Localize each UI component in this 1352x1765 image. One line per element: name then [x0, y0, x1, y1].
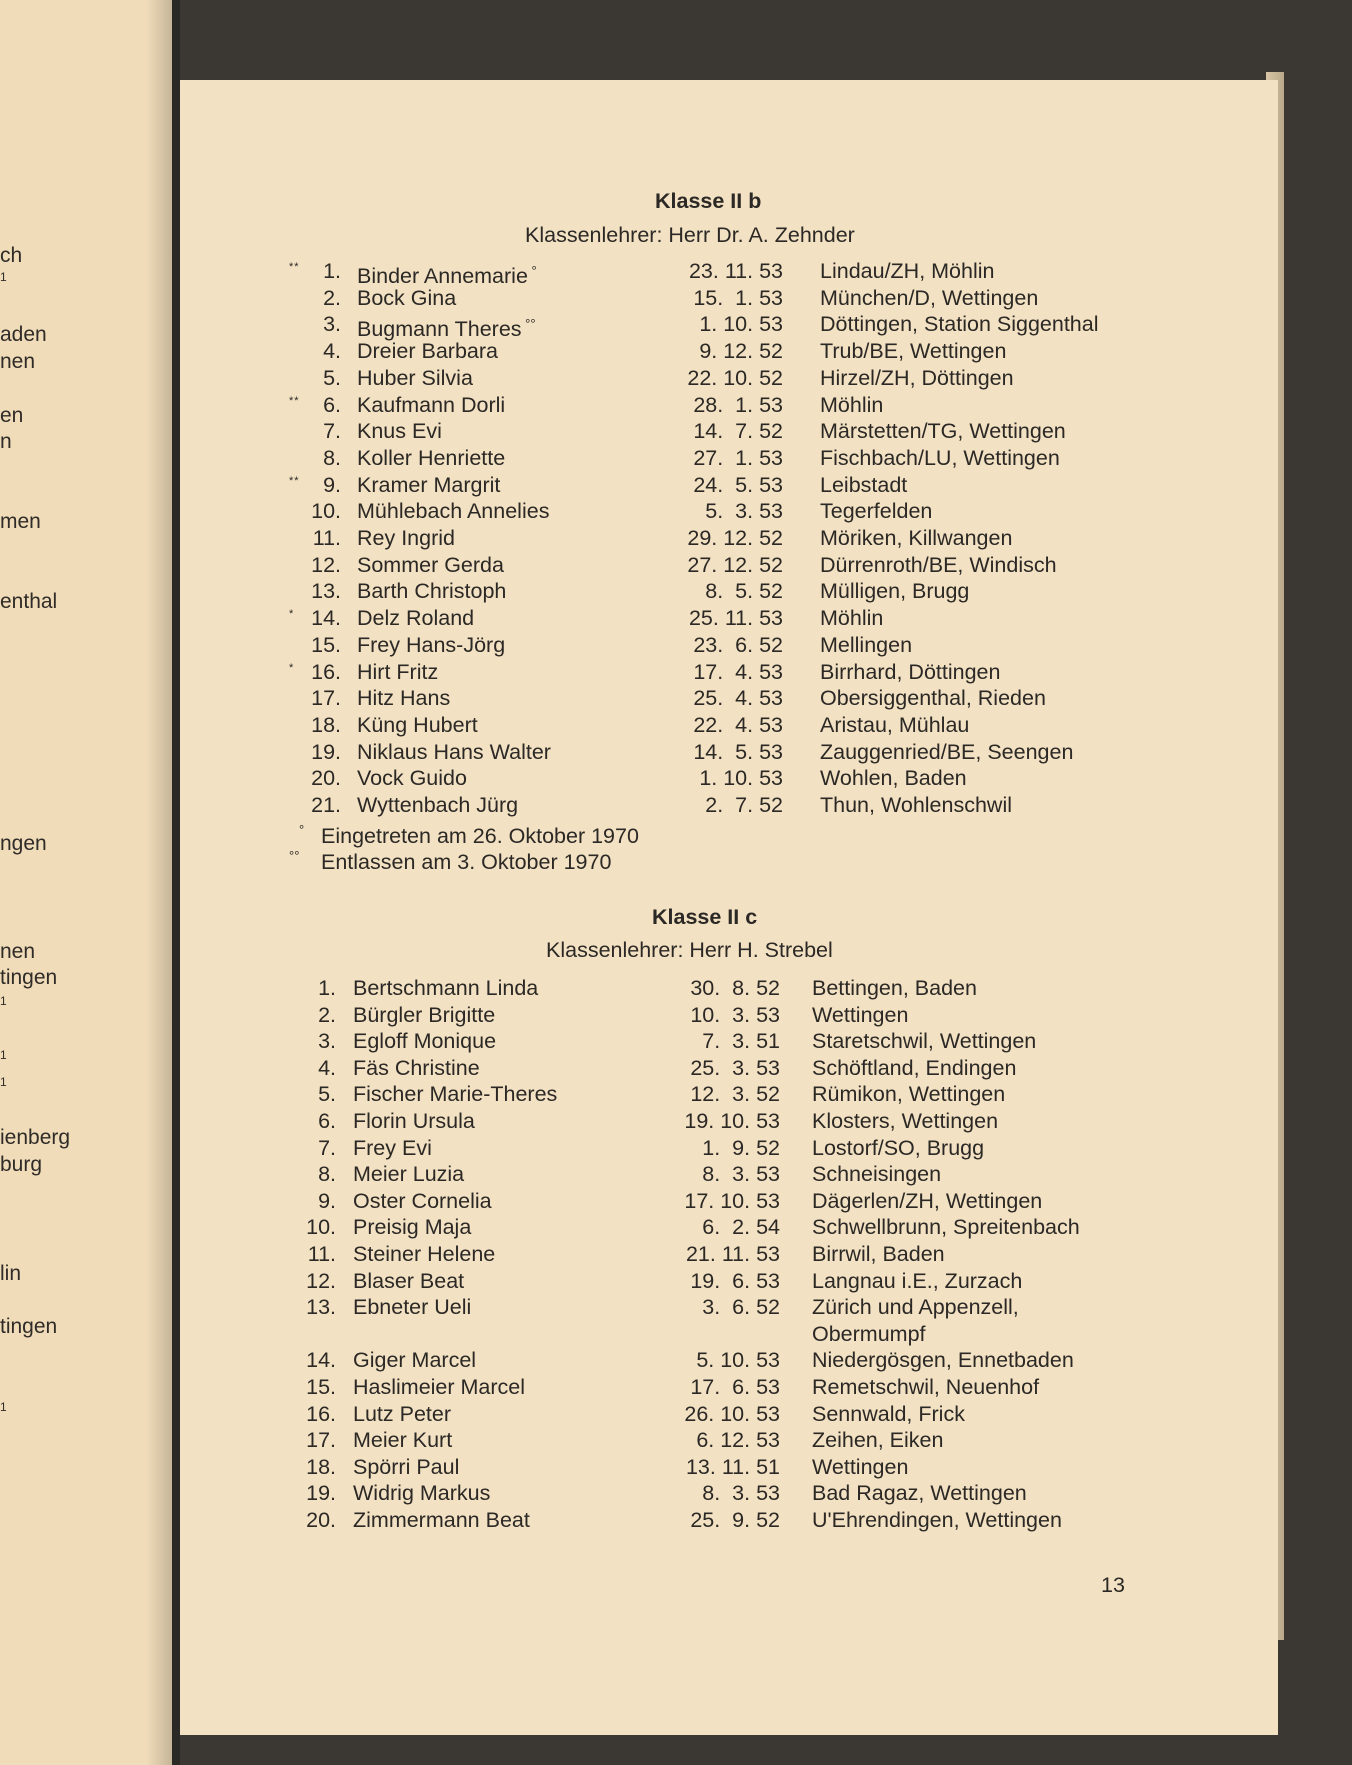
place-of-origin: Schöftland, Endingen: [812, 1055, 1017, 1080]
birth-date: 25. 9. 52: [690, 1508, 780, 1532]
row-number: 21.: [311, 793, 341, 817]
place-of-origin: Schwellbrunn, Spreitenbach: [812, 1215, 1080, 1240]
student-name: Lutz Peter: [353, 1401, 451, 1426]
row-number: 12.: [306, 1268, 336, 1293]
birth-date: 7. 3. 51: [702, 1029, 780, 1054]
row-number: 19.: [311, 739, 341, 764]
left-fragment: aden: [0, 323, 47, 346]
place-of-origin: Märstetten/TG, Wettingen: [820, 419, 1066, 444]
star-marker: **: [289, 394, 300, 407]
birth-date: 9. 12. 52: [699, 339, 783, 364]
row-number: 20.: [306, 1508, 336, 1532]
place-of-origin: Fischbach/LU, Wettingen: [820, 445, 1060, 470]
student-name: Niklaus Hans Walter: [357, 739, 551, 764]
row-number: 11.: [307, 1242, 336, 1266]
row-number: 3.: [323, 312, 341, 337]
birth-date: 12. 3. 52: [690, 1082, 780, 1107]
row-number: 14.: [306, 1348, 336, 1373]
row-number: 9.: [323, 472, 341, 497]
place-of-origin: Trub/BE, Wettingen: [820, 339, 1007, 364]
row-number: 15.: [311, 632, 341, 657]
left-fragment: 1: [0, 270, 7, 284]
left-fragment: ch: [0, 244, 23, 267]
section-title: Klasse II b: [655, 189, 762, 213]
left-page: [0, 0, 172, 1765]
birth-date: 8. 3. 53: [702, 1162, 780, 1187]
student-name: Delz Roland: [357, 606, 475, 631]
row-number: 18.: [311, 712, 341, 737]
place-of-origin: Sennwald, Frick: [812, 1401, 965, 1426]
birth-date: 10. 3. 53: [690, 1002, 780, 1027]
student-name: Preisig Maja: [353, 1215, 472, 1240]
row-number: 15.: [306, 1375, 336, 1399]
student-name: Bürgler Brigitte: [353, 1002, 496, 1027]
row-number: 19.: [306, 1481, 336, 1506]
row-number: 13.: [306, 1295, 336, 1320]
student-name: Zimmermann Beat: [353, 1508, 530, 1532]
footnote-symbol: °°: [289, 847, 300, 863]
left-fragment: burg: [0, 1153, 43, 1176]
place-of-origin: Dürrenroth/BE, Windisch: [820, 552, 1057, 577]
birth-date: 13. 11. 51: [685, 1454, 780, 1479]
birth-date: 23. 11. 53: [688, 259, 783, 283]
left-fragment: ienberg: [0, 1126, 71, 1149]
student-name: Vock Guido: [357, 766, 467, 791]
footnote-marker: °: [527, 263, 537, 278]
place-of-origin: Bad Ragaz, Wettingen: [812, 1481, 1027, 1506]
place-of-origin: Wettingen: [812, 1002, 909, 1027]
place-of-origin: Zürich und Appenzell,: [812, 1295, 1019, 1320]
row-number: 13.: [311, 579, 341, 604]
row-number: 5.: [323, 365, 341, 390]
student-name: Küng Hubert: [357, 712, 478, 737]
place-of-origin: Wettingen: [812, 1454, 909, 1479]
place-of-origin: München/D, Wettingen: [820, 285, 1039, 310]
student-name: Knus Evi: [357, 419, 442, 444]
row-number: 6.: [323, 392, 341, 417]
place-of-origin: Aristau, Mühlau: [820, 712, 970, 737]
student-name: Mühlebach Annelies: [357, 499, 550, 524]
left-fragment: en: [0, 404, 24, 427]
row-number: 6.: [318, 1109, 336, 1133]
row-number: 7.: [323, 419, 341, 444]
student-name: Wyttenbach Jürg: [357, 793, 519, 817]
student-name: Fischer Marie-Theres: [353, 1082, 558, 1107]
student-name: Haslimeier Marcel: [353, 1375, 526, 1399]
class-teacher: Klassenlehrer: Herr H. Strebel: [546, 938, 833, 962]
row-number: 12.: [311, 552, 341, 577]
birth-date: 19. 6. 53: [690, 1268, 780, 1293]
student-name: Meier Luzia: [353, 1162, 465, 1187]
row-number: 1.: [323, 259, 341, 283]
left-fragment: tingen: [0, 966, 58, 989]
birth-date: 22. 10. 52: [687, 365, 783, 390]
row-number: 2.: [323, 285, 341, 310]
place-of-origin: Thun, Wohlenschwil: [820, 793, 1012, 817]
student-name: Meier Kurt: [353, 1428, 453, 1453]
place-of-origin: U'Ehrendingen, Wettingen: [812, 1508, 1062, 1532]
place-of-origin: Langnau i.E., Zurzach: [812, 1268, 1023, 1293]
student-name: Huber Silvia: [357, 365, 473, 390]
birth-date: 3. 6. 52: [702, 1295, 780, 1320]
row-number: 17.: [311, 686, 341, 711]
student-name: Giger Marcel: [353, 1348, 477, 1373]
row-number: 5.: [318, 1082, 336, 1107]
place-of-origin: Wohlen, Baden: [820, 766, 967, 791]
row-number: 8.: [318, 1162, 336, 1187]
birth-date: 30. 8. 52: [690, 976, 780, 1000]
birth-date: 27. 1. 53: [693, 445, 783, 470]
footnote-text: Entlassen am 3. Oktober 1970: [321, 849, 612, 874]
birth-date: 17. 6. 53: [690, 1375, 780, 1399]
place-of-origin: Döttingen, Station Siggenthal: [820, 312, 1099, 337]
student-name: Frey Hans-Jörg: [357, 632, 506, 657]
birth-date: 15. 1. 53: [693, 285, 783, 310]
place-of-origin: Niedergösgen, Ennetbaden: [812, 1348, 1074, 1373]
birth-date: 25. 3. 53: [690, 1055, 780, 1080]
row-number: 17.: [306, 1428, 336, 1453]
page-number: 13: [1101, 1573, 1125, 1597]
student-name: Dreier Barbara: [357, 339, 498, 364]
star-marker: **: [289, 261, 300, 273]
birth-date: 1. 10. 53: [699, 312, 783, 337]
left-fragment: 1: [0, 1400, 7, 1414]
student-name: Florin Ursula: [353, 1109, 475, 1133]
place-of-origin: Hirzel/ZH, Döttingen: [820, 365, 1014, 390]
place-of-origin: Tegerfelden: [820, 499, 933, 524]
student-name: Spörri Paul: [353, 1454, 460, 1479]
birth-date: 2. 7. 52: [705, 793, 783, 817]
birth-date: 24. 5. 53: [693, 472, 783, 497]
place-of-origin: Lindau/ZH, Möhlin: [820, 259, 995, 283]
left-fragment: 1: [0, 994, 7, 1008]
star-marker: *: [289, 608, 295, 621]
left-fragment: enthal: [0, 590, 58, 613]
place-of-origin: Staretschwil, Wettingen: [812, 1029, 1037, 1054]
row-number: 16.: [311, 659, 341, 684]
student-name: Barth Christoph: [357, 579, 507, 604]
star-marker: **: [289, 474, 300, 487]
row-number: 7.: [318, 1135, 336, 1160]
row-number: 4.: [318, 1055, 336, 1080]
section-title: Klasse II c: [652, 905, 758, 929]
left-fragment: men: [0, 510, 41, 533]
place-of-origin: Leibstadt: [820, 472, 908, 497]
student-name: Hirt Fritz: [357, 659, 439, 684]
place-of-origin: Möhlin: [820, 392, 884, 417]
left-fragment: n: [0, 430, 12, 453]
birth-date: 19. 10. 53: [684, 1109, 780, 1133]
row-number: 8.: [323, 445, 341, 470]
birth-date: 27. 12. 52: [687, 552, 783, 577]
student-name: Fäs Christine: [353, 1055, 480, 1080]
row-number: 4.: [323, 339, 341, 364]
place-of-origin: Birrwil, Baden: [812, 1242, 945, 1266]
birth-date: 14. 7. 52: [693, 419, 783, 444]
row-number: 11.: [312, 526, 341, 550]
birth-date: 14. 5. 53: [693, 739, 783, 764]
row-number: 18.: [306, 1454, 336, 1479]
student-name: Frey Evi: [353, 1135, 432, 1160]
student-name: Kaufmann Dorli: [357, 392, 506, 417]
student-name: Widrig Markus: [353, 1481, 491, 1506]
place-of-origin: Schneisingen: [812, 1162, 942, 1187]
row-number: 10.: [306, 1215, 336, 1240]
student-name: Kramer Margrit: [357, 472, 501, 497]
birth-date: 26. 10. 53: [684, 1401, 780, 1426]
left-fragment: 1: [0, 1075, 7, 1089]
student-name: Bugmann Theres °°: [357, 316, 536, 342]
birth-date: 5. 3. 53: [705, 499, 783, 524]
place-of-origin: Rümikon, Wettingen: [812, 1082, 1006, 1107]
place-of-origin: Obersiggenthal, Rieden: [820, 686, 1046, 711]
place-of-origin: Möhlin: [820, 606, 884, 631]
birth-date: 25. 4. 53: [693, 686, 783, 711]
row-number: 1.: [318, 976, 336, 1000]
birth-date: 5. 10. 53: [696, 1348, 780, 1373]
place-of-origin: Mülligen, Brugg: [820, 579, 970, 604]
student-name: Hitz Hans: [357, 686, 451, 711]
student-name: Bock Gina: [357, 285, 457, 310]
left-fragment: nen: [0, 350, 36, 373]
star-marker: *: [289, 661, 295, 674]
place-of-origin: Möriken, Killwangen: [820, 526, 1013, 550]
footnote-symbol: °: [299, 821, 305, 837]
birth-date: 1. 10. 53: [699, 766, 783, 791]
left-fragment: 1: [0, 1048, 7, 1062]
birth-date: 17. 10. 53: [684, 1188, 780, 1213]
row-number: 10.: [311, 499, 341, 524]
birth-date: 21. 11. 53: [685, 1242, 780, 1266]
row-number: 3.: [318, 1029, 336, 1054]
student-name: Oster Cornelia: [353, 1188, 492, 1213]
left-fragment: lin: [0, 1262, 22, 1285]
birth-date: 23. 6. 52: [693, 632, 783, 657]
place-of-origin-cont: Obermumpf: [812, 1321, 926, 1346]
footnote-text: Eingetreten am 26. Oktober 1970: [321, 823, 639, 848]
place-of-origin: Klosters, Wettingen: [812, 1109, 999, 1133]
student-name: Rey Ingrid: [357, 526, 455, 550]
row-number: 16.: [306, 1401, 336, 1426]
student-name: Bertschmann Linda: [353, 976, 539, 1000]
birth-date: 25. 11. 53: [688, 606, 783, 631]
student-name: Koller Henriette: [357, 445, 506, 470]
student-name: Steiner Helene: [353, 1242, 496, 1266]
book-gutter: [172, 0, 180, 1765]
class-teacher: Klassenlehrer: Herr Dr. A. Zehnder: [525, 223, 855, 247]
row-number: 9.: [318, 1188, 336, 1213]
student-name: Binder Annemarie °: [357, 263, 537, 289]
student-name: Blaser Beat: [353, 1268, 465, 1293]
birth-date: 8. 5. 52: [705, 579, 783, 604]
place-of-origin: Dägerlen/ZH, Wettingen: [812, 1188, 1043, 1213]
place-of-origin: Mellingen: [820, 632, 913, 657]
birth-date: 8. 3. 53: [702, 1481, 780, 1506]
footnote-marker: °°: [521, 316, 536, 332]
student-name: Sommer Gerda: [357, 552, 504, 577]
row-number: 20.: [311, 766, 341, 791]
place-of-origin: Zauggenried/BE, Seengen: [820, 739, 1074, 764]
place-of-origin: Zeihen, Eiken: [812, 1428, 944, 1453]
birth-date: 28. 1. 53: [693, 392, 783, 417]
birth-date: 1. 9. 52: [702, 1135, 780, 1160]
left-fragment: nen: [0, 940, 36, 963]
left-fragment: tingen: [0, 1315, 58, 1338]
birth-date: 17. 4. 53: [693, 659, 783, 684]
birth-date: 6. 2. 54: [702, 1215, 780, 1240]
row-number: 2.: [318, 1002, 336, 1027]
place-of-origin: Remetschwil, Neuenhof: [812, 1375, 1040, 1399]
left-fragment: ngen: [0, 832, 47, 855]
birth-date: 6. 12. 53: [696, 1428, 780, 1453]
row-number: 14.: [311, 606, 341, 631]
place-of-origin: Birrhard, Döttingen: [820, 659, 1001, 684]
birth-date: 29. 12. 52: [687, 526, 783, 550]
student-name: Ebneter Ueli: [353, 1295, 472, 1320]
birth-date: 22. 4. 53: [693, 712, 783, 737]
student-name: Egloff Monique: [353, 1029, 497, 1054]
place-of-origin: Lostorf/SO, Brugg: [812, 1135, 985, 1160]
place-of-origin: Bettingen, Baden: [812, 976, 977, 1000]
